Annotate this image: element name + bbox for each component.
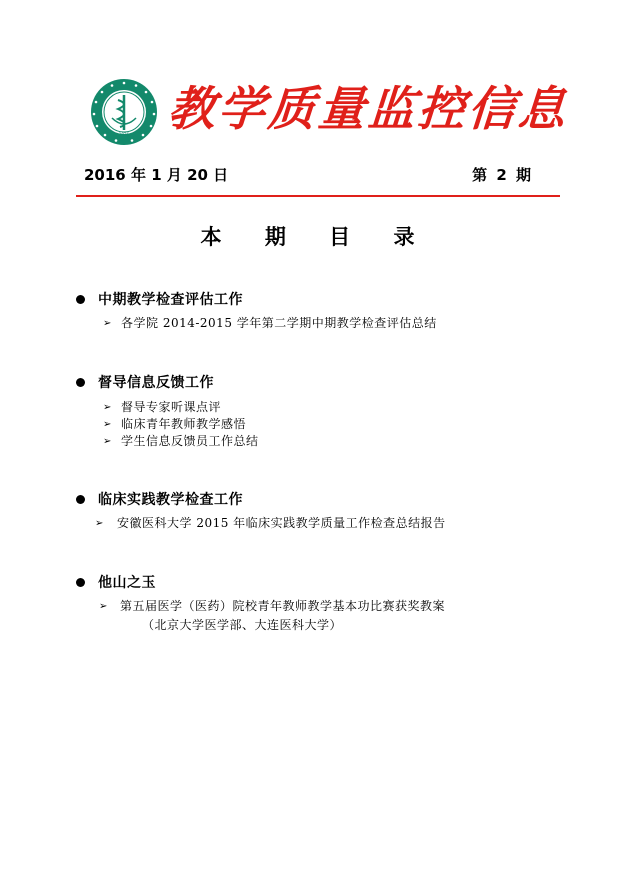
toc-section xyxy=(76,489,576,532)
toc-title: 本 期 目 录 xyxy=(200,225,433,249)
bullet-icon xyxy=(76,578,85,587)
toc-item-continuation: （北京大学医学部、大连医科大学） xyxy=(142,618,343,632)
section-title: 他山之玉 xyxy=(98,575,156,591)
bullet-icon xyxy=(76,495,85,504)
bullet-icon xyxy=(76,378,85,387)
toc-item: ➢ 督导专家听课点评 xyxy=(103,400,222,414)
svg-text:1926: 1926 xyxy=(118,132,130,137)
section-title: 督导信息反馈工作 xyxy=(98,375,214,391)
toc-section xyxy=(76,572,576,634)
issue-date: 2016 年 1 月 20 日 xyxy=(84,166,229,184)
toc-item: ➢ 安徽医科大学 2015 年临床实践教学质量工作检查总结报告 xyxy=(95,516,446,530)
issue-number: 第 2 期 xyxy=(472,166,533,184)
toc-item: ➢ 临床青年教师教学感悟 xyxy=(103,417,247,431)
toc-section xyxy=(76,289,576,332)
bullet-icon xyxy=(76,295,85,304)
toc-item: ➢ 学生信息反馈员工作总结 xyxy=(103,434,259,448)
arrow-bullet-icon: ➢ xyxy=(103,402,112,413)
arrow-bullet-icon: ➢ xyxy=(103,436,112,447)
header-divider xyxy=(76,195,560,197)
arrow-bullet-icon: ➢ xyxy=(103,318,112,329)
section-title: 中期教学检查评估工作 xyxy=(98,292,243,308)
university-seal-icon xyxy=(90,78,158,146)
arrow-bullet-icon: ➢ xyxy=(103,419,112,430)
toc-item: ➢ 各学院 2014-2015 学年第二学期中期教学检查评估总结 xyxy=(103,316,437,330)
masthead-title: 教学质量监控信息 xyxy=(166,82,570,137)
arrow-bullet-icon: ➢ xyxy=(95,518,104,529)
arrow-bullet-icon: ➢ xyxy=(99,601,108,612)
section-title: 临床实践教学检查工作 xyxy=(98,492,243,508)
toc-section xyxy=(76,372,576,450)
toc-item: ➢ 第五届医学（医药）院校青年教师教学基本功比赛获奖教案 xyxy=(99,599,446,613)
